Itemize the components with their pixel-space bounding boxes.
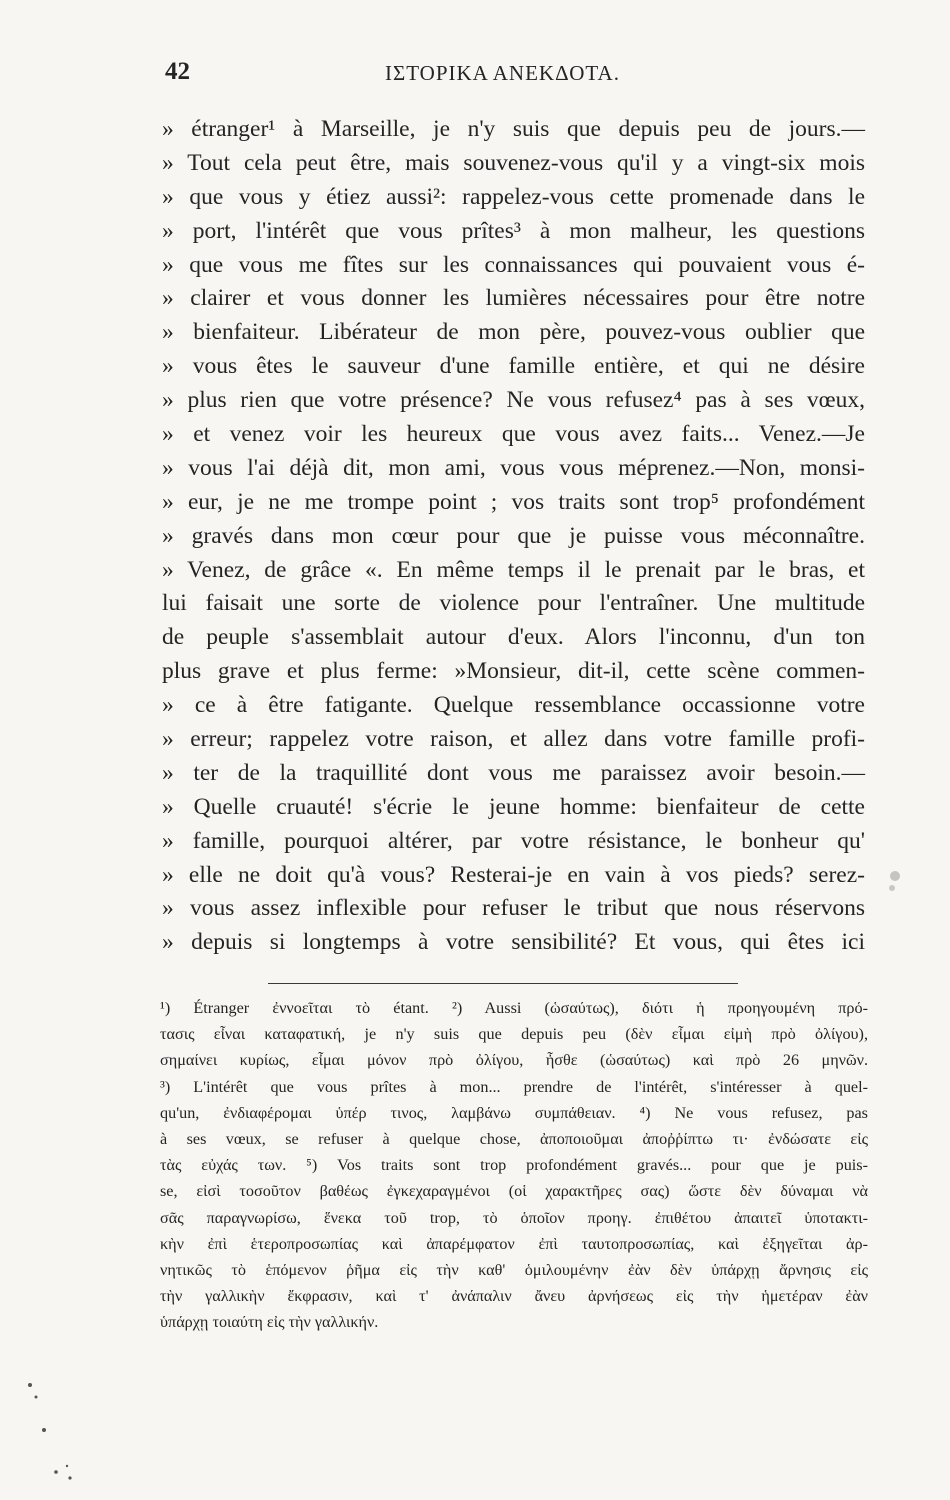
ink-speck	[54, 1470, 58, 1474]
body-line: » famille, pourquoi altérer, par votre résistance, le bonheur qu'	[162, 827, 865, 854]
ink-speck	[889, 885, 895, 891]
body-line: » vous êtes le sauveur d'une famille entière, et qui ne désire	[162, 353, 865, 380]
ink-speck	[35, 1396, 38, 1399]
body-line: » erreur; rappelez votre raison, et allez dans votre famille profi-	[162, 726, 865, 753]
body-line: » que vous me fîtes sur les connaissances qui pouvaient vous é-	[162, 251, 865, 278]
footnote-line: σᾶς παραγνωρίσω, ἕνεκα τοῦ trop, τὸ ὁποῖον προηγ. ἐπιθέτου ἀπαιτεῖ ὑποτακτι-	[160, 1208, 868, 1227]
ink-speck	[66, 1465, 68, 1467]
body-line: » eur, je ne me trompe point ; vos traits sont trop⁵ profondément	[162, 488, 865, 515]
footnote-line: τὰς εὐχάς των. ⁵) Vos traits sont trop profondément gravés... pour que je puis-	[160, 1156, 868, 1175]
ink-speck	[890, 871, 900, 881]
footnote-line: τὴν γαλλικὴν ἔκφρασιν, καὶ τ' ἀνάπαλιν ἄνευ ἀρνήσεως εἰς τὴν ἡμετέραν ἐὰν	[160, 1287, 868, 1306]
footnote-line: κὴν ἐπὶ ἑτεροπροσωπίας καὶ ἀπαρέμφατον ἐπὶ ταυτοπροσωπίας, καὶ ἐξηγεῖται ἀρ-	[160, 1234, 868, 1253]
body-line: » Tout cela peut être, mais souvenez-vous qu'il y a vingt-six mois	[162, 149, 865, 176]
body-line: » gravés dans mon cœur pour que je puisse vous méconnaître.	[162, 522, 865, 549]
footnote-line: qu'un, ἐνδιαφέρομαι ὑπέρ τινος, λαμβάνω συμπάθειαν. ⁴) Ne vous refusez, pas	[160, 1103, 868, 1122]
footnote-line: ¹) Étranger ἐννοεῖται τὸ étant. ²) Aussi (ὡσαύτως), διότι ἡ προηγουμένη πρό-	[160, 999, 868, 1017]
footnote-line: ὑπάρχῃ τοιαύτη εἰς τὴν γαλλικήν.	[160, 1313, 379, 1332]
body-line: » ter de la traquillité dont vous me paraissez avoir besoin.—	[162, 759, 865, 786]
footnote-line: νητικῶς τὸ ἑπόμενον ῥῆμα εἰς τὴν καθ' ὁμιλουμένην ἐὰν δὲν ὑπάρχῃ ἄρνησις εἰς	[160, 1260, 868, 1279]
footnote-line: ³) L'intérêt que vous prîtes à mon... prendre de l'intérêt, s'intéresser à quel-	[160, 1077, 868, 1096]
body-line: plus grave et plus ferme: »Monsieur, dit-il, cette scène commen-	[162, 658, 865, 685]
body-line: » et venez voir les heureux que vous avez faits... Venez.—Je	[162, 421, 865, 448]
body-line: » Quelle cruauté! s'écrie le jeune homme: bienfaiteur de cette	[162, 793, 865, 820]
body-line: lui faisait une sorte de violence pour l'entraîner. Une multitude	[162, 590, 865, 617]
ink-speck	[28, 1383, 32, 1387]
running-head: ΙΣΤΟΡΙΚΑ ΑΝΕΚΔΟΤΑ.	[385, 61, 620, 85]
body-line: » clairer et vous donner les lumières nécessaires pour être notre	[162, 285, 865, 312]
body-line: » ce à être fatigante. Quelque ressemblance occassionne votre	[162, 692, 865, 719]
footnote-line: à ses vœux, se refuser à quelque chose, ἀποποιοῦμαι ἀποῤῥίπτω τι· ἐνδώσατε εἰς	[160, 1129, 868, 1148]
body-line: » port, l'intérêt que vous prîtes³ à mon malheur, les questions	[162, 217, 865, 244]
body-line: » vous l'ai déjà dit, mon ami, vous vous méprenez.—Non, monsi-	[162, 454, 865, 481]
body-line: » étranger¹ à Marseille, je n'y suis que depuis peu de jours.—	[162, 116, 865, 142]
ink-speck	[68, 1476, 71, 1479]
body-line: » depuis si longtemps à votre sensibilité? Et vous, qui êtes ici	[162, 929, 865, 956]
body-line: de peuple s'assemblait autour d'eux. Alors l'inconnu, d'un ton	[162, 624, 865, 651]
body-line: » Venez, de grâce «. En même temps il le prenait par le bras, et	[162, 556, 865, 583]
body-line: » que vous y étiez aussi²: rappelez-vous cette promenade dans le	[162, 183, 865, 210]
body-line: » vous assez inflexible pour refuser le tribut que nous réservons	[162, 895, 865, 922]
footnote-line: σημαίνει κυρίως, εἶμαι μόνον πρὸ ὀλίγου, ἦσθε (ὡσαύτως) καὶ πρὸ 26 μηνῶν.	[160, 1051, 868, 1070]
ink-speck	[42, 1428, 46, 1432]
body-line: » bienfaiteur. Libérateur de mon père, pouvez-vous oublier que	[162, 319, 865, 346]
page-number: 42	[165, 58, 190, 85]
body-line: » plus rien que votre présence? Ne vous refusez⁴ pas à ses vœux,	[162, 387, 865, 414]
footnote-line: τασις εἶναι καταφατική, je n'y suis que depuis peu (δὲν εἶμαι εἰμὴ πρὸ ὀλίγου),	[160, 1025, 868, 1044]
body-line: » elle ne doit qu'à vous? Resterai-je en vain à vos pieds? serez-	[162, 861, 865, 888]
footnote-line: se, εἰσὶ τοσοῦτον βαθέως ἐγκεχαραγμένοι (οἱ χαρακτῆρες σας) ὥστε δὲν δύναμαι νὰ	[160, 1182, 868, 1201]
